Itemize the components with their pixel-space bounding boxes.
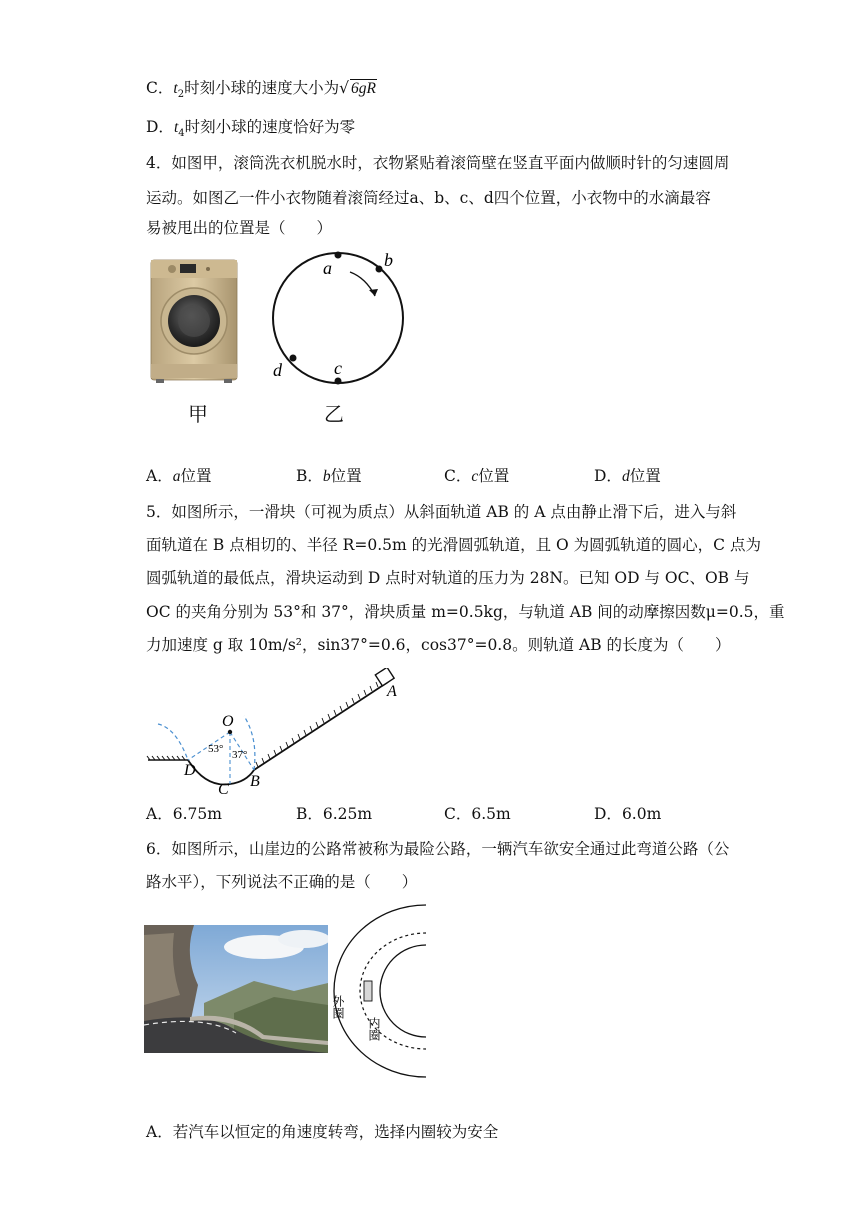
- label-b: b: [384, 250, 393, 270]
- q6-stem-line2: 路水平），下列说法不正确的是（ ）: [146, 873, 418, 891]
- cliff-road-photo: [144, 925, 328, 1057]
- q5-stem-line5: 力加速度 g 取 10m/s²，sin37°=0.6，cos37°=0.8。则轨道 AB 的长度为（ ）: [146, 636, 731, 654]
- q5-option-b: B．6.25m: [296, 805, 373, 823]
- drum-diagram: [262, 240, 412, 394]
- curve-road-diagram: [330, 903, 430, 1083]
- q5-option-d: D．6.0m: [594, 805, 662, 823]
- label-c: c: [334, 358, 342, 378]
- clockwise-arrow: [350, 272, 375, 296]
- point-b: [376, 266, 383, 273]
- point-c: [335, 378, 342, 385]
- label-d: D: [184, 762, 196, 779]
- label-c: C: [218, 781, 229, 798]
- q3-option-d: D．$t_4$时刻小球的速度恰好为零: [146, 118, 356, 140]
- track-diagram: [146, 668, 416, 802]
- angle-37: 37°: [232, 749, 248, 761]
- point-a: [335, 252, 342, 259]
- label-d: d: [273, 360, 282, 380]
- q5-stem-line2: 面轨道在 B 点相切的、半径 R=0.5m 的光滑圆弧轨道，且 O 为圆弧轨道的圆心，C 点为: [146, 536, 761, 554]
- q5-option-c: C．6.5m: [444, 805, 511, 823]
- q4-option-d: D．d位置: [594, 467, 661, 485]
- q5-option-a: A．6.75m: [146, 805, 222, 823]
- sqrt-symbol: √: [339, 79, 349, 97]
- radicand: 6gR: [350, 80, 376, 97]
- label-outer: 外圈: [331, 995, 345, 1019]
- car-icon: [364, 981, 372, 1001]
- inner-edge: [380, 945, 426, 1037]
- q4-option-b: B．b位置: [296, 467, 362, 485]
- q4-stem-line2: 运动。如图乙一件小衣物随着滚筒经过a、b、c、d四个位置，小衣物中的水滴最容: [146, 189, 711, 207]
- label-b: B: [250, 773, 260, 790]
- q4-stem-line3: 易被甩出的位置是（ ）: [146, 219, 333, 237]
- q3-option-c: C．$t_2$时刻小球的速度大小为√ 6gR: [146, 79, 376, 101]
- q6-option-a: A．若汽车以恒定的角速度转弯，选择内圈较为安全: [146, 1123, 499, 1141]
- angle-53: 53°: [208, 743, 224, 755]
- washing-machine-image: [148, 258, 240, 390]
- label-inner: 内圈: [367, 1017, 381, 1041]
- figure-caption-yi: 乙: [324, 402, 344, 426]
- incline-track: [254, 682, 388, 770]
- var-t: t: [173, 80, 178, 97]
- label-a: A: [387, 683, 397, 700]
- figure-caption-jia: 甲: [188, 402, 208, 426]
- q6-stem-line1: 6．如图所示，山崖边的公路常被称为最险公路，一辆汽车欲安全通过此弯道公路（公: [146, 840, 730, 858]
- q5-stem-line3: 圆弧轨道的最低点，滑块运动到 D 点时对轨道的压力为 28N。已知 OD 与 OC、OB 与: [146, 569, 750, 587]
- label-a: a: [323, 258, 332, 278]
- q5-stem-line1: 5．如图所示，一滑块（可视为质点）从斜面轨道 AB 的 A 点由静止滑下后，进入与斜: [146, 503, 737, 521]
- q4-stem-line1: 4．如图甲，滚筒洗衣机脱水时，衣物紧贴着滚筒壁在竖直平面内做顺时针的匀速圆周: [146, 154, 730, 172]
- label-o: O: [222, 713, 234, 730]
- q4-option-c: C．c位置: [444, 467, 510, 485]
- q4-option-a: A．a位置: [146, 467, 212, 485]
- q5-stem-line4: OC 的夹角分别为 53°和 37°，滑块质量 m=0.5kg，与轨道 AB 间的动摩擦因数μ=0.5，重: [146, 603, 785, 621]
- point-d: [290, 355, 297, 362]
